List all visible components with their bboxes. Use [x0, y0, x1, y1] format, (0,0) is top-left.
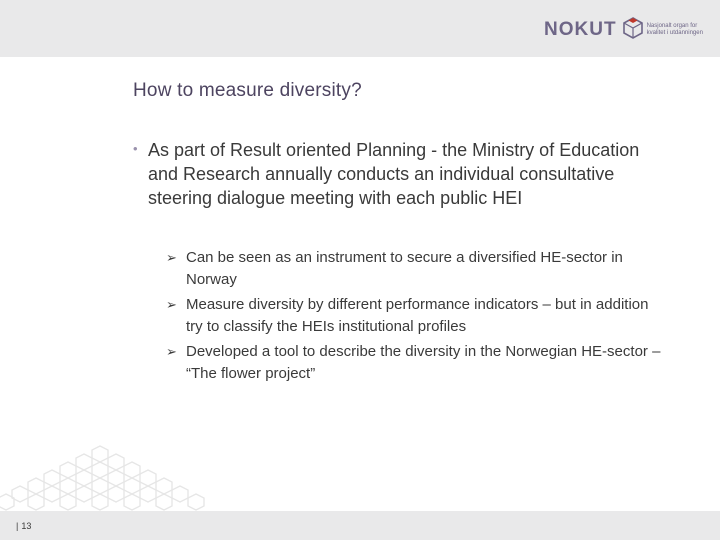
- page-separator: |: [16, 521, 19, 531]
- bullet-dot-icon: •: [133, 141, 138, 156]
- page-number: [16, 521, 31, 531]
- footer-band: [0, 511, 720, 540]
- arrow-bullet-icon: ➢: [166, 344, 177, 359]
- sub-bullet-item: [166, 341, 666, 385]
- logo-tagline: [647, 23, 717, 37]
- main-bullet: [133, 138, 673, 210]
- cube-logo-icon: [622, 16, 644, 44]
- sub-bullet-text: Can be seen as an instrument to secure a diversified HE-sector in Norway: [186, 249, 623, 288]
- page-number-value: 13: [21, 521, 32, 531]
- logo-wordmark: NOKUT: [544, 19, 617, 40]
- slide-title: How to measure diversity?: [133, 80, 362, 101]
- cube-pattern-watermark: [0, 440, 210, 512]
- main-bullet-text: As part of Result oriented Planning - the Ministry of Education and Research annually conducts an individual consultative steering dialogue meeting with each public HEI: [148, 140, 640, 208]
- sub-bullet-text: Measure diversity by different performance indicators – but in addition try to classify the HEIs institutional profiles: [186, 296, 649, 335]
- sub-bullet-list: [166, 247, 666, 388]
- sub-bullet-item: [166, 294, 666, 338]
- arrow-bullet-icon: ➢: [166, 297, 177, 312]
- sub-bullet-item: [166, 247, 666, 291]
- logo-tagline-line1: Nasjonalt organ for: [646, 23, 698, 29]
- nokut-logo[interactable]: [544, 10, 717, 50]
- sub-bullet-text: Developed a tool to describe the diversity in the Norwegian HE-sector – “The flower project”: [186, 343, 661, 382]
- arrow-bullet-icon: ➢: [166, 250, 177, 265]
- logo-tagline-line2: kvalitet i utdanningen: [646, 30, 703, 36]
